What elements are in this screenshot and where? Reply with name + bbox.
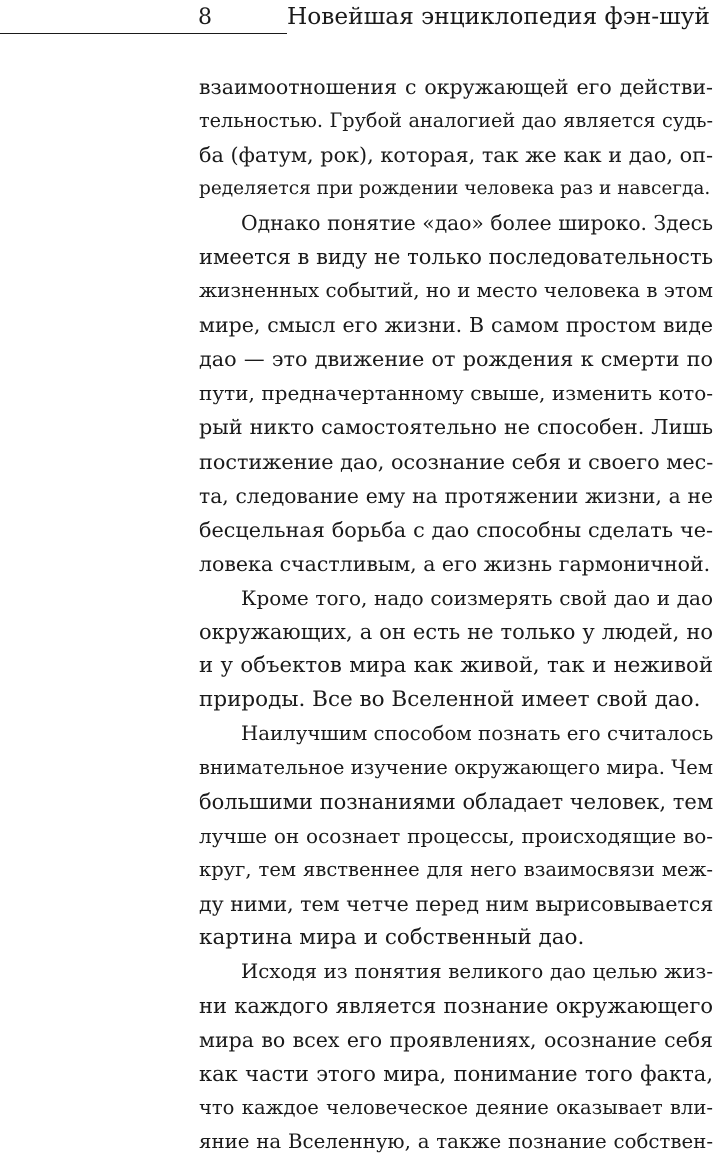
text-line: ду ними, тем четче перед ним вырисовывается (199, 892, 713, 917)
text-line: пути, предначертанному свыше, изменить кото- (199, 381, 713, 406)
text-line: что каждое человеческое деяние оказывает вли- (199, 1096, 713, 1120)
text-line: тельностью. Грубой аналогией дао является судь- (199, 109, 713, 133)
text-line: мира во всех его проявлениях, осознание себя (199, 1028, 713, 1053)
text-line: внимательное изучение окружающего мира. Чем (199, 755, 713, 779)
text-line: Исходя из понятия великого дао целью жиз- (241, 960, 713, 984)
text-line: природы. Все во Вселенной имеет свой дао. (199, 686, 701, 712)
page-number: 8 (198, 5, 212, 30)
text-line: как части этого мира, понимание того факта, (199, 1062, 713, 1087)
text-line: имеется в виду не только последовательность (199, 245, 713, 270)
text-line: та, следование ему на протяжении жизни, а не (199, 483, 713, 508)
text-line: ловека счастливым, а его жизнь гармоничной. (199, 551, 711, 576)
text-line: Кроме того, надо соизмерять свой дао и дао (241, 585, 713, 610)
text-line: Наилучшим способом познать его считалось (241, 721, 713, 745)
header-rule (0, 33, 287, 34)
text-line: ределяется при рождении человека раз и навсегда. (199, 178, 711, 200)
text-line: мире, смысл его жизни. В самом простом виде (199, 313, 713, 338)
text-line: постижение дао, осознание себя и своего мес- (199, 449, 713, 474)
running-title: Новейшая энциклопедия фэн-шуй (287, 3, 710, 30)
text-line: картина мира и собственный дао. (199, 925, 585, 951)
text-line: взаимоотношения с окружающей его действи- (199, 75, 713, 99)
text-line: ба (фатум, рок), которая, так же как и дао, оп- (199, 143, 713, 168)
text-line: бесцельная борьба с дао способны сделать че- (199, 517, 713, 542)
body-text (199, 70, 713, 1160)
text-line: дао — это движение от рождения к смерти по (199, 347, 713, 372)
text-line: большими познаниями обладает человек, тем (199, 789, 713, 814)
text-line: рый никто самостоятельно не способен. Лишь (199, 415, 713, 440)
text-line: Однако понятие «дао» более широко. Здесь (241, 211, 713, 236)
running-head (0, 0, 715, 40)
text-line: круг, тем явственнее для него взаимосвязи меж- (199, 858, 713, 882)
text-line: лучше он осознает процессы, происходящие во- (199, 824, 713, 849)
text-line: ни каждого является познание окружающего (199, 994, 713, 1019)
text-line: окружающих, а он есть не только у людей, но (199, 619, 713, 644)
text-line: и у объектов мира как живой, так и неживой (199, 652, 713, 678)
text-line: жизненных событий, но и место человека в этом (199, 279, 713, 303)
text-line: яние на Вселенную, а также познание собствен- (199, 1130, 713, 1154)
